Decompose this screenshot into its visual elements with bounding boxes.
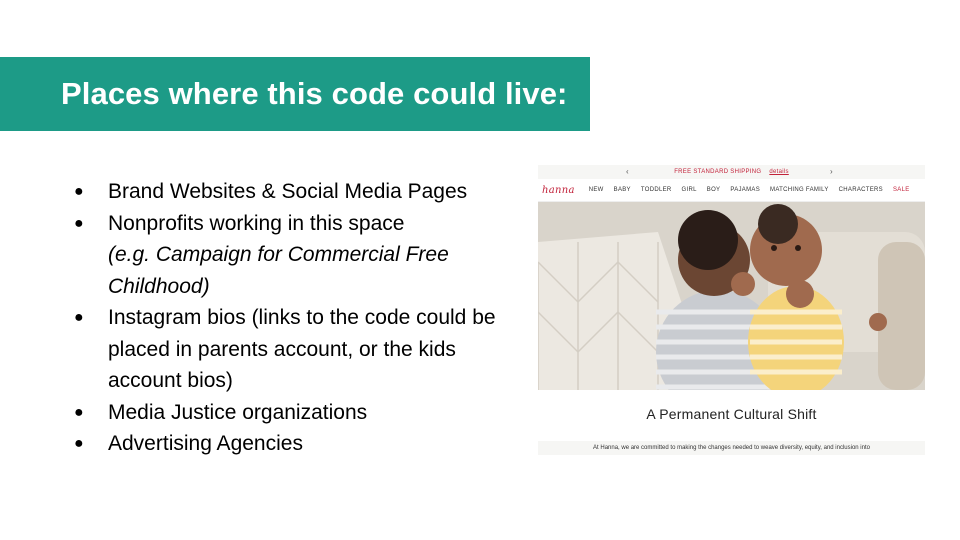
bullet-list	[72, 176, 522, 460]
bullet-dot: ●	[74, 183, 84, 200]
nav-item-sale: SALE	[892, 187, 910, 193]
bullet-dot: ●	[74, 403, 84, 421]
hero-photo	[538, 202, 925, 390]
brand-logo: hanna	[542, 184, 575, 196]
caption-title: A Permanent Cultural Shift	[646, 406, 817, 422]
bullet-item	[72, 428, 522, 460]
bullet-subtext: (e.g. Campaign for Commercial Free Childhood)	[108, 243, 449, 298]
bullet-text: Brand Websites & Social Media Pages	[108, 180, 468, 203]
nav-item-toddler: TODDLER	[640, 187, 672, 193]
promo-banner	[538, 165, 925, 179]
bullet-dot: ●	[74, 435, 84, 452]
promo-text: FREE STANDARD SHIPPING	[674, 169, 762, 175]
bullet-item	[72, 397, 522, 429]
bullet-dot: ●	[74, 309, 84, 326]
chevron-left-icon: ‹	[626, 167, 629, 176]
bullet-text: Nonprofits working in this space	[108, 211, 405, 235]
bullet-item	[72, 208, 522, 303]
slide-title: Places where this code could live:	[61, 76, 568, 111]
bullet-item	[72, 176, 522, 208]
bullet-text: Media Justice organizations	[108, 400, 368, 424]
nav-item-girl: GIRL	[681, 187, 697, 193]
bullet-text: Instagram bios (links to the code could be placed in parents account, or the kids account bios)	[108, 306, 496, 392]
nav-item-characters: CHARACTERS	[838, 187, 883, 193]
website-screenshot	[538, 165, 925, 455]
title-banner	[0, 57, 590, 131]
site-navbar	[538, 179, 925, 202]
bullet-dot: ●	[74, 214, 84, 232]
nav-item-baby: BABY	[613, 187, 631, 193]
bullet-item	[72, 302, 522, 397]
nav-item-pajamas: PAJAMAS	[730, 187, 761, 193]
chevron-right-icon: ›	[830, 167, 833, 176]
caption-text: At Hanna, we are committed to making the changes needed to weave diversity, equity, and inclusion into	[538, 441, 925, 455]
nav-item-new: NEW	[588, 187, 604, 193]
promo-details-link: details	[769, 169, 789, 175]
nav-item-boy: BOY	[706, 187, 721, 193]
bullet-text: Advertising Agencies	[108, 432, 303, 455]
nav-item-matching-family: MATCHING FAMILY	[770, 187, 829, 193]
hero-photo-illustration	[538, 202, 925, 390]
